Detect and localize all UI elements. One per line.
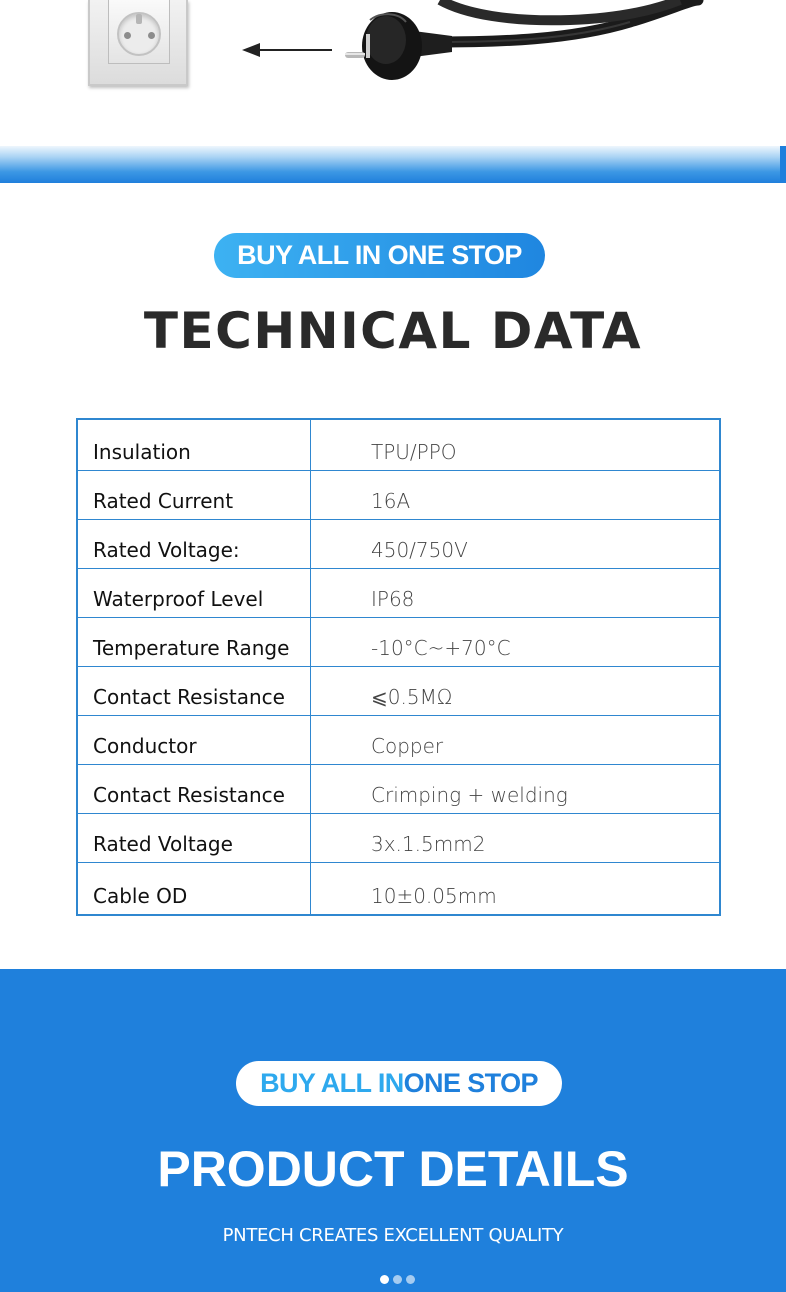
section-divider-edge [780, 146, 786, 183]
spec-value: 10±0.05mm [371, 884, 497, 908]
spec-label: Conductor [78, 716, 311, 764]
table-row [78, 520, 719, 569]
spec-value: 450/750V [371, 538, 468, 562]
spec-value: 16A [371, 489, 411, 513]
spec-label: Rated Voltage: [78, 520, 311, 568]
spec-label: Insulation [78, 420, 311, 470]
buy-all-in-one-stop-badge [236, 1061, 562, 1106]
buy-all-in-one-stop-badge [214, 233, 545, 278]
power-plug-icon [340, 0, 720, 90]
section-divider-band [0, 146, 786, 183]
spec-label: Temperature Range [78, 618, 311, 666]
table-row [78, 667, 719, 716]
spec-value: ⩽0.5MΩ [371, 685, 453, 709]
socket-hole-right [148, 32, 155, 39]
spec-value: IP68 [371, 587, 415, 611]
table-row [78, 765, 719, 814]
spec-label: Contact Resistance [78, 667, 311, 715]
spec-value: 3x.1.5mm2 [371, 832, 486, 856]
spec-value: TPU/PPO [371, 440, 457, 464]
socket-hole-left [124, 32, 131, 39]
spec-label: Contact Resistance [78, 765, 311, 813]
arrow-shaft [258, 49, 332, 51]
carousel-dot[interactable] [380, 1275, 389, 1284]
table-row [78, 618, 719, 667]
spec-value: -10°C~+70°C [371, 636, 511, 660]
product-details-title: PRODUCT DETAILS [157, 1141, 629, 1197]
carousel-dot[interactable] [393, 1275, 402, 1284]
spec-label: Cable OD [78, 863, 311, 914]
table-row [78, 420, 719, 471]
carousel-dot[interactable] [406, 1275, 415, 1284]
table-row [78, 471, 719, 520]
badge-label-part-b: ONE STOP [403, 1068, 538, 1098]
product-illustration [0, 0, 786, 146]
spec-value: Crimping + welding [371, 783, 568, 807]
carousel-indicator [380, 1275, 415, 1284]
spec-value: Copper [371, 734, 444, 758]
technical-data-title: TECHNICAL DATA [143, 302, 643, 360]
technical-data-table [76, 418, 721, 916]
badge-label: BUY ALL IN ONE STOP [237, 240, 522, 270]
spec-label: Rated Current [78, 471, 311, 519]
table-row [78, 569, 719, 618]
table-row [78, 716, 719, 765]
spec-label: Rated Voltage [78, 814, 311, 862]
socket-earth-clip [136, 14, 142, 24]
spec-label: Waterproof Level [78, 569, 311, 617]
product-details-subtitle: PNTECH CREATES EXCELLENT QUALITY [222, 1225, 564, 1246]
table-row [78, 863, 719, 914]
badge-label-part-a: BUY ALL IN [260, 1068, 404, 1098]
table-row [78, 814, 719, 863]
